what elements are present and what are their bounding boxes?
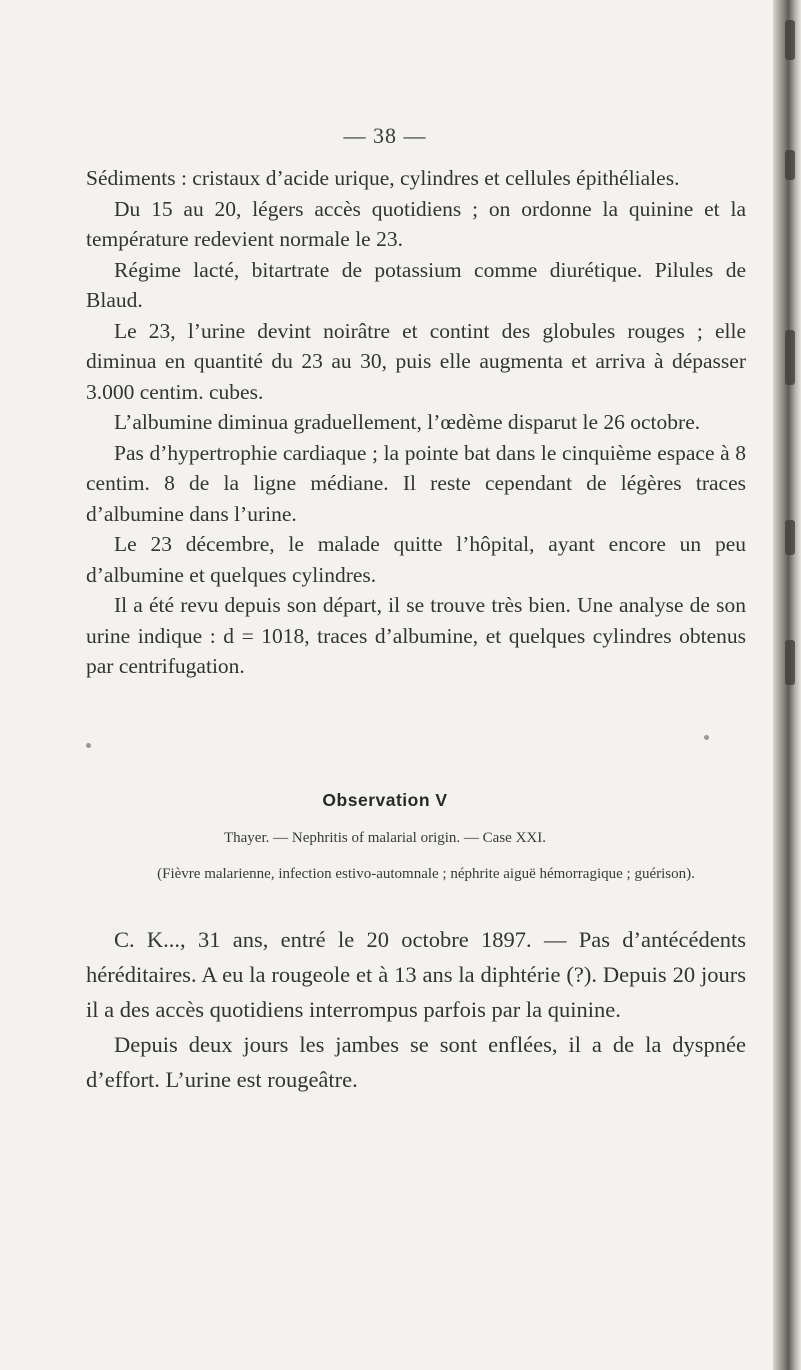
observation-source: Thayer. — Nephritis of malarial origin. — Case XXI. bbox=[223, 830, 546, 846]
observation-summary: (Fièvre malarienne, infection estivo-automnale ; néphrite aiguë hémorragique ; guérison). bbox=[157, 866, 695, 882]
page-edge-mark bbox=[785, 330, 795, 385]
paragraph: C. K..., 31 ans, entré le 20 octobre 1897. — Pas d’antécédents héréditaires. A eu la rougeole et à 13 ans la diphtérie (?). Depuis 20 jours il a des accès quotidiens interrompus parfois par la quinine. bbox=[86, 927, 746, 1022]
paragraph: Du 15 au 20, légers accès quotidiens ; on ordonne la quinine et la température redevient normale le 23. bbox=[86, 196, 746, 251]
page-edge bbox=[773, 0, 801, 1370]
page-edge-mark bbox=[785, 640, 795, 685]
ink-speck bbox=[86, 743, 91, 748]
ink-speck bbox=[704, 735, 709, 740]
paragraph: L’albumine diminua graduellement, l’œdème disparut le 26 octobre. bbox=[114, 410, 701, 434]
case-text bbox=[86, 922, 746, 1097]
page-edge-mark bbox=[785, 520, 795, 555]
paragraph: Il a été revu depuis son départ, il se trouve très bien. Une analyse de son urine indique : d = 1018, traces d’albumine, et quelques cylindres obtenus par centrifugation. bbox=[86, 593, 746, 678]
paragraph: Pas d’hypertrophie cardiaque ; la pointe bat dans le cinquième espace à 8 centim. 8 de la ligne médiane. Il reste cependant de légères traces d’albumine dans l’urine. bbox=[86, 440, 746, 526]
page-number: — 38 — bbox=[343, 123, 427, 148]
paragraph: Le 23, l’urine devint noirâtre et contint des globules rouges ; elle diminua en quantité du 23 au 30, puis elle augmenta et arriva à dépasser 3.000 centim. cubes. bbox=[86, 318, 746, 404]
paragraph: Depuis deux jours les jambes se sont enflées, il a de la dyspnée d’effort. L’urine est rougeâtre. bbox=[86, 1032, 746, 1092]
observation-title: Observation V bbox=[322, 790, 448, 810]
page-edge-mark bbox=[785, 150, 795, 180]
page-edge-mark bbox=[785, 20, 795, 60]
body-text bbox=[86, 163, 746, 682]
paragraph: Le 23 décembre, le malade quitte l’hôpital, ayant encore un peu d’albumine et quelques cylindres. bbox=[86, 532, 746, 587]
paragraph: Régime lacté, bitartrate de potassium comme diurétique. Pilules de Blaud. bbox=[86, 257, 746, 312]
paragraph: Sédiments : cristaux d’acide urique, cylindres et cellules épithéliales. bbox=[86, 166, 680, 190]
